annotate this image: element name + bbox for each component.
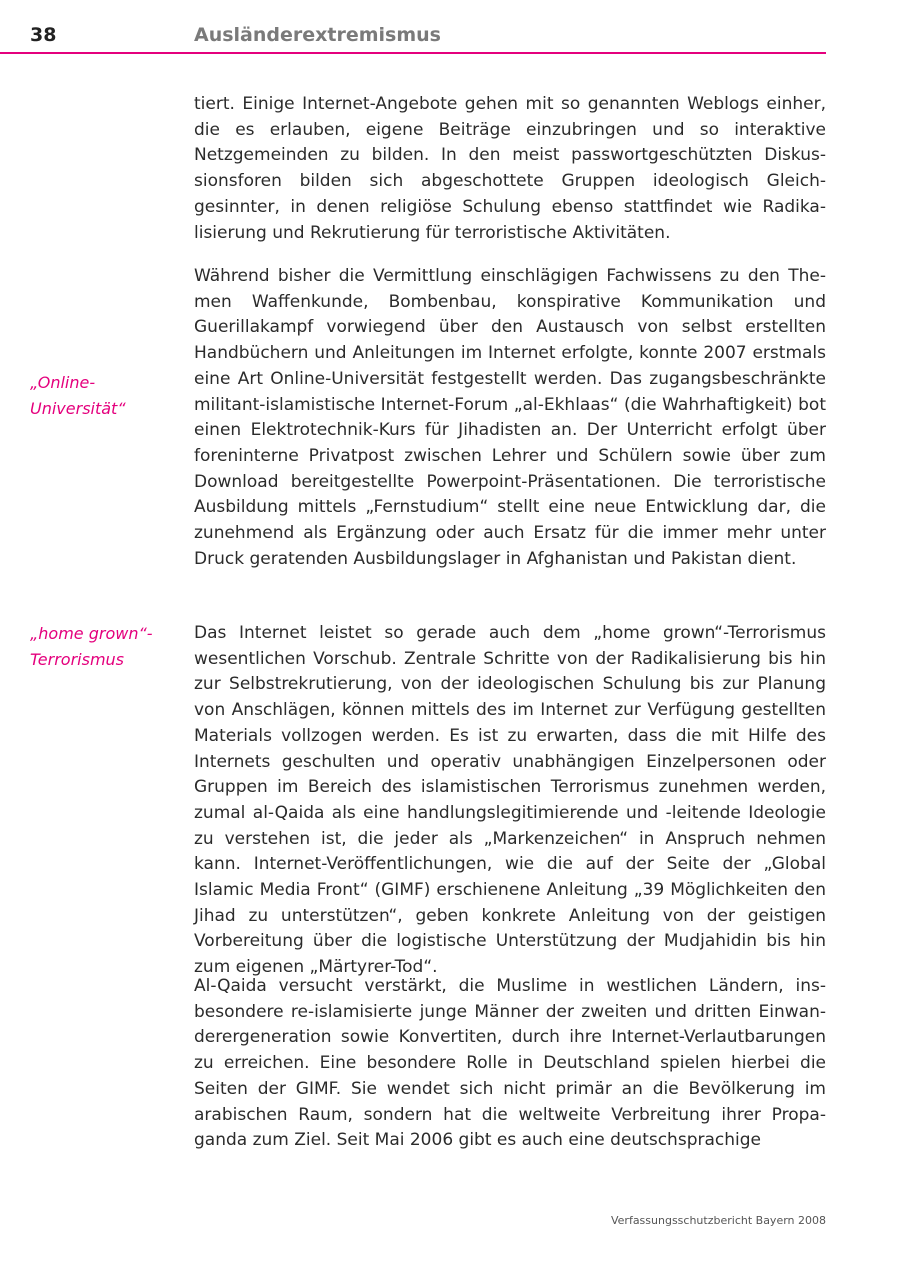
margin-note-line: Universität“ [30, 398, 126, 418]
page-number: 38 [30, 24, 57, 46]
margin-note-line: „home grown“- [30, 624, 153, 643]
header-rule [0, 52, 826, 54]
margin-note-line: Terrorismus [30, 649, 125, 669]
page-footer: Verfassungsschutzbericht Bayern 2008 [610, 1214, 826, 1227]
margin-note-online-universitaet [30, 370, 180, 421]
paragraph-home-grown: Das Internet leistet so gerade auch dem „home grown“-Terrorismus wesentlichen Vorschub. Zentrale Schritte von der Radikalisierung bis hin zur Selbstrekrutierung, von der ideologischen Schulung bis zur Planung von Anschlägen, können mittels des im Internet zur Verfügung gestellten Materials vollzogen werden. Es ist zu erwarten, dass die mit Hilfe des Internets geschulten und operativ unabhängigen Einzelpersonen oder Gruppen im Bereich des islamistischen Terrorismus zunehmen werden, zumal al-Qaida als eine handlungslegitimierende und -leitende Ideologie zu verstehen ist, die jeder als „Markenzeichen“ in Anspruch nehmen kann. Internet-Veröffentlichungen, wie die auf der Seite der „Global Islamic Media Front“ (GIMF) erschienene Anleitung „39 Möglichkeiten den Jihad zu unterstützen“, geben konkrete Anleitung von der geistigen Vorbereitung über die logistische Unterstützung der Mudjahidin bis hin zum eigenen „Märtyrer-Tod“. [194, 623, 826, 978]
section-title: Ausländerextremismus [194, 24, 441, 46]
margin-note-home-grown [30, 621, 180, 672]
paragraph-al-qaida: Al-Qaida versucht verstärkt, die Muslime in westlichen Ländern, insbesondere re-islamisierte junge Männer der zweiten und dritten Einwanderergeneration sowie Konvertiten, durch ihre Internet-Verlautbarungen zu erreichen. Eine besondere Rolle in Deutschland spielen hierbei die Seiten der GIMF. Sie wendet sich nicht primär an die Bevölkerung im arabischen Raum, sondern hat die weltweite Verbreitung ihrer Propaganda zum Ziel. Seit Mai 2006 gibt es auch eine deutschsprachige [194, 976, 826, 1151]
margin-note-line: „Online- [30, 373, 96, 392]
paragraph-weblogs: tiert. Einige Internet-Angebote gehen mit so genannten Weblogs einher, die es erlauben, eigene Beiträge einzubringen und so interaktive Netzgemeinden zu bilden. In den meist passwortgeschützten Diskussionsforen bilden sich abgeschottete Gruppen ideologisch Gleichgesinnter, in denen religiöse Schulung ebenso stattfindet wie Radikalisierung und Rekrutierung für terroristische Aktivitäten. [194, 94, 826, 243]
paragraph-online-universitaet: Während bisher die Vermittlung einschlägigen Fachwissens zu den Themen Waffenkunde, Bombenbau, konspirative Kommunikation und Guerillakampf vorwiegend über den Austausch von selbst erstellten Handbüchern und Anleitungen im Internet erfolgte, konnte 2007 erstmals eine Art Online-Universität festgestellt werden. Das zugangsbeschränkte militant-islamistische Internet-Forum „al-Ekhlaas“ (die Wahrhaftigkeit) bot einen Elektrotechnik-Kurs für Jihadisten an. Der Unterricht erfolgt über foreninterne Privatpost zwischen Lehrer und Schülern sowie über zum Download bereitgestellte Powerpoint-Präsentationen. Die terroristische Ausbildung mittels „Fernstudium“ stellt eine neue Entwicklung dar, die zunehmend als Ergänzung oder auch Ersatz für die immer mehr unter Druck geratenden Ausbildungslager in Afghanistan und Pakistan dient. [194, 266, 826, 569]
page-header [0, 0, 826, 54]
